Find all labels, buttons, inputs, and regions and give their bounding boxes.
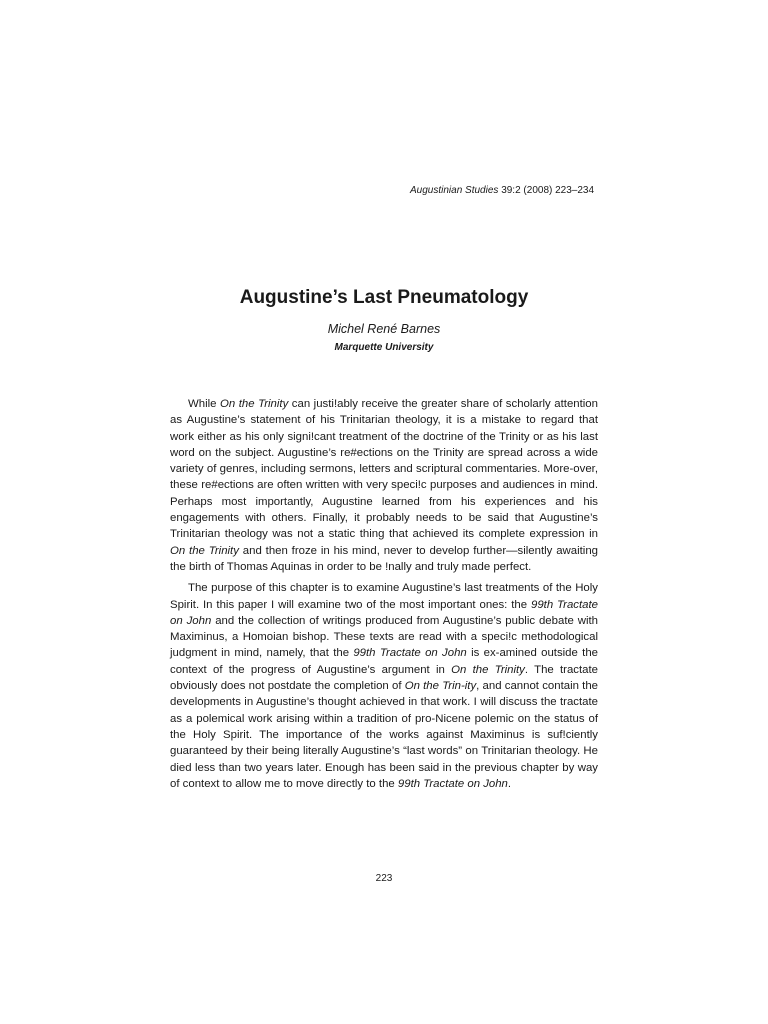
italic-text: 99th Tractate on John — [170, 598, 598, 627]
author-name: Michel René Barnes — [327, 322, 441, 336]
paragraph-text: While — [188, 398, 221, 410]
paragraph-text: and then froze in his mind, never to develop further—silently awaiting the birth of Thomas Aquinas in order to be !nally and truly made perfect. — [170, 544, 598, 573]
italic-text: On the Trinity — [220, 398, 289, 410]
body-paragraph — [170, 580, 598, 792]
paragraph-text: . — [507, 777, 512, 790]
author-affiliation: Marquette University — [334, 342, 434, 353]
paragraph-text: can justi!ably receive the greater share of scholarly attention as Augustine’s statement of his Trinitarian theology, it is a mistake to regard that work either as his only signi!cant treatment of the doctrine of the Trinity or as his last word on the subject. Augustine’s re#ections on the Trinity are spread across a wide variety of genres, including sermons, letters and scriptural commentaries. More-over, these re#ections are often written with very speci!c purposes and audiences in mind. Perhaps most importantly, Augustine learned from his experiences and his engagements with others. Finally, it probably needs to be said that Augustine’s Trinitarian theology was not a static thing that achieved its complete expression in — [170, 398, 598, 541]
paragraph-text: is ex-amined outside the context of the progress of Augustine’s argument in — [170, 647, 598, 676]
paragraph-text: The purpose of this chapter is to examine Augustine’s last treatments of the Holy Spirit. In this paper I will examine two of the most important ones: the — [170, 582, 598, 611]
journal-title: Augustinian Studies — [410, 185, 499, 196]
paragraph-text: , and cannot contain the developments in Augustine’s thought achieved in that work. I will discuss the tractate as a polemical work arising within a tradition of pro-Nicene polemic on the status of the Holy Spirit. The importance of the works against Maximinus is suf!ciently guaranteed by their being literally Augustine’s “last words” on Trinitarian theology. He died less than two years later. Enough has been said in the previous chapter by way of context to allow me to move directly to the — [170, 680, 598, 790]
body-paragraph — [170, 396, 598, 575]
page-number: 223 — [375, 873, 393, 884]
paragraph-text: and the collection of writings produced from Augustine’s public debate with Maximinus, a Homoian bishop. These texts are read with a speci!c methodological judgment in mind, namely, that the — [170, 614, 598, 660]
italic-text: On the Trinity — [451, 663, 525, 676]
journal-citation — [410, 185, 594, 197]
article-title: Augustine’s Last Pneumatology — [239, 287, 529, 308]
italic-text: 99th Tractate on John — [397, 777, 508, 790]
paragraph-text: . The tractate obviously does not postdate the completion of — [170, 663, 598, 693]
article-body — [170, 396, 598, 797]
italic-text: On the Trin-ity — [404, 680, 477, 693]
italic-text: On the Trinity — [170, 544, 239, 557]
italic-text: 99th Tractate on John — [353, 647, 467, 660]
journal-details: 39:2 (2008) 223–234 — [501, 185, 595, 196]
